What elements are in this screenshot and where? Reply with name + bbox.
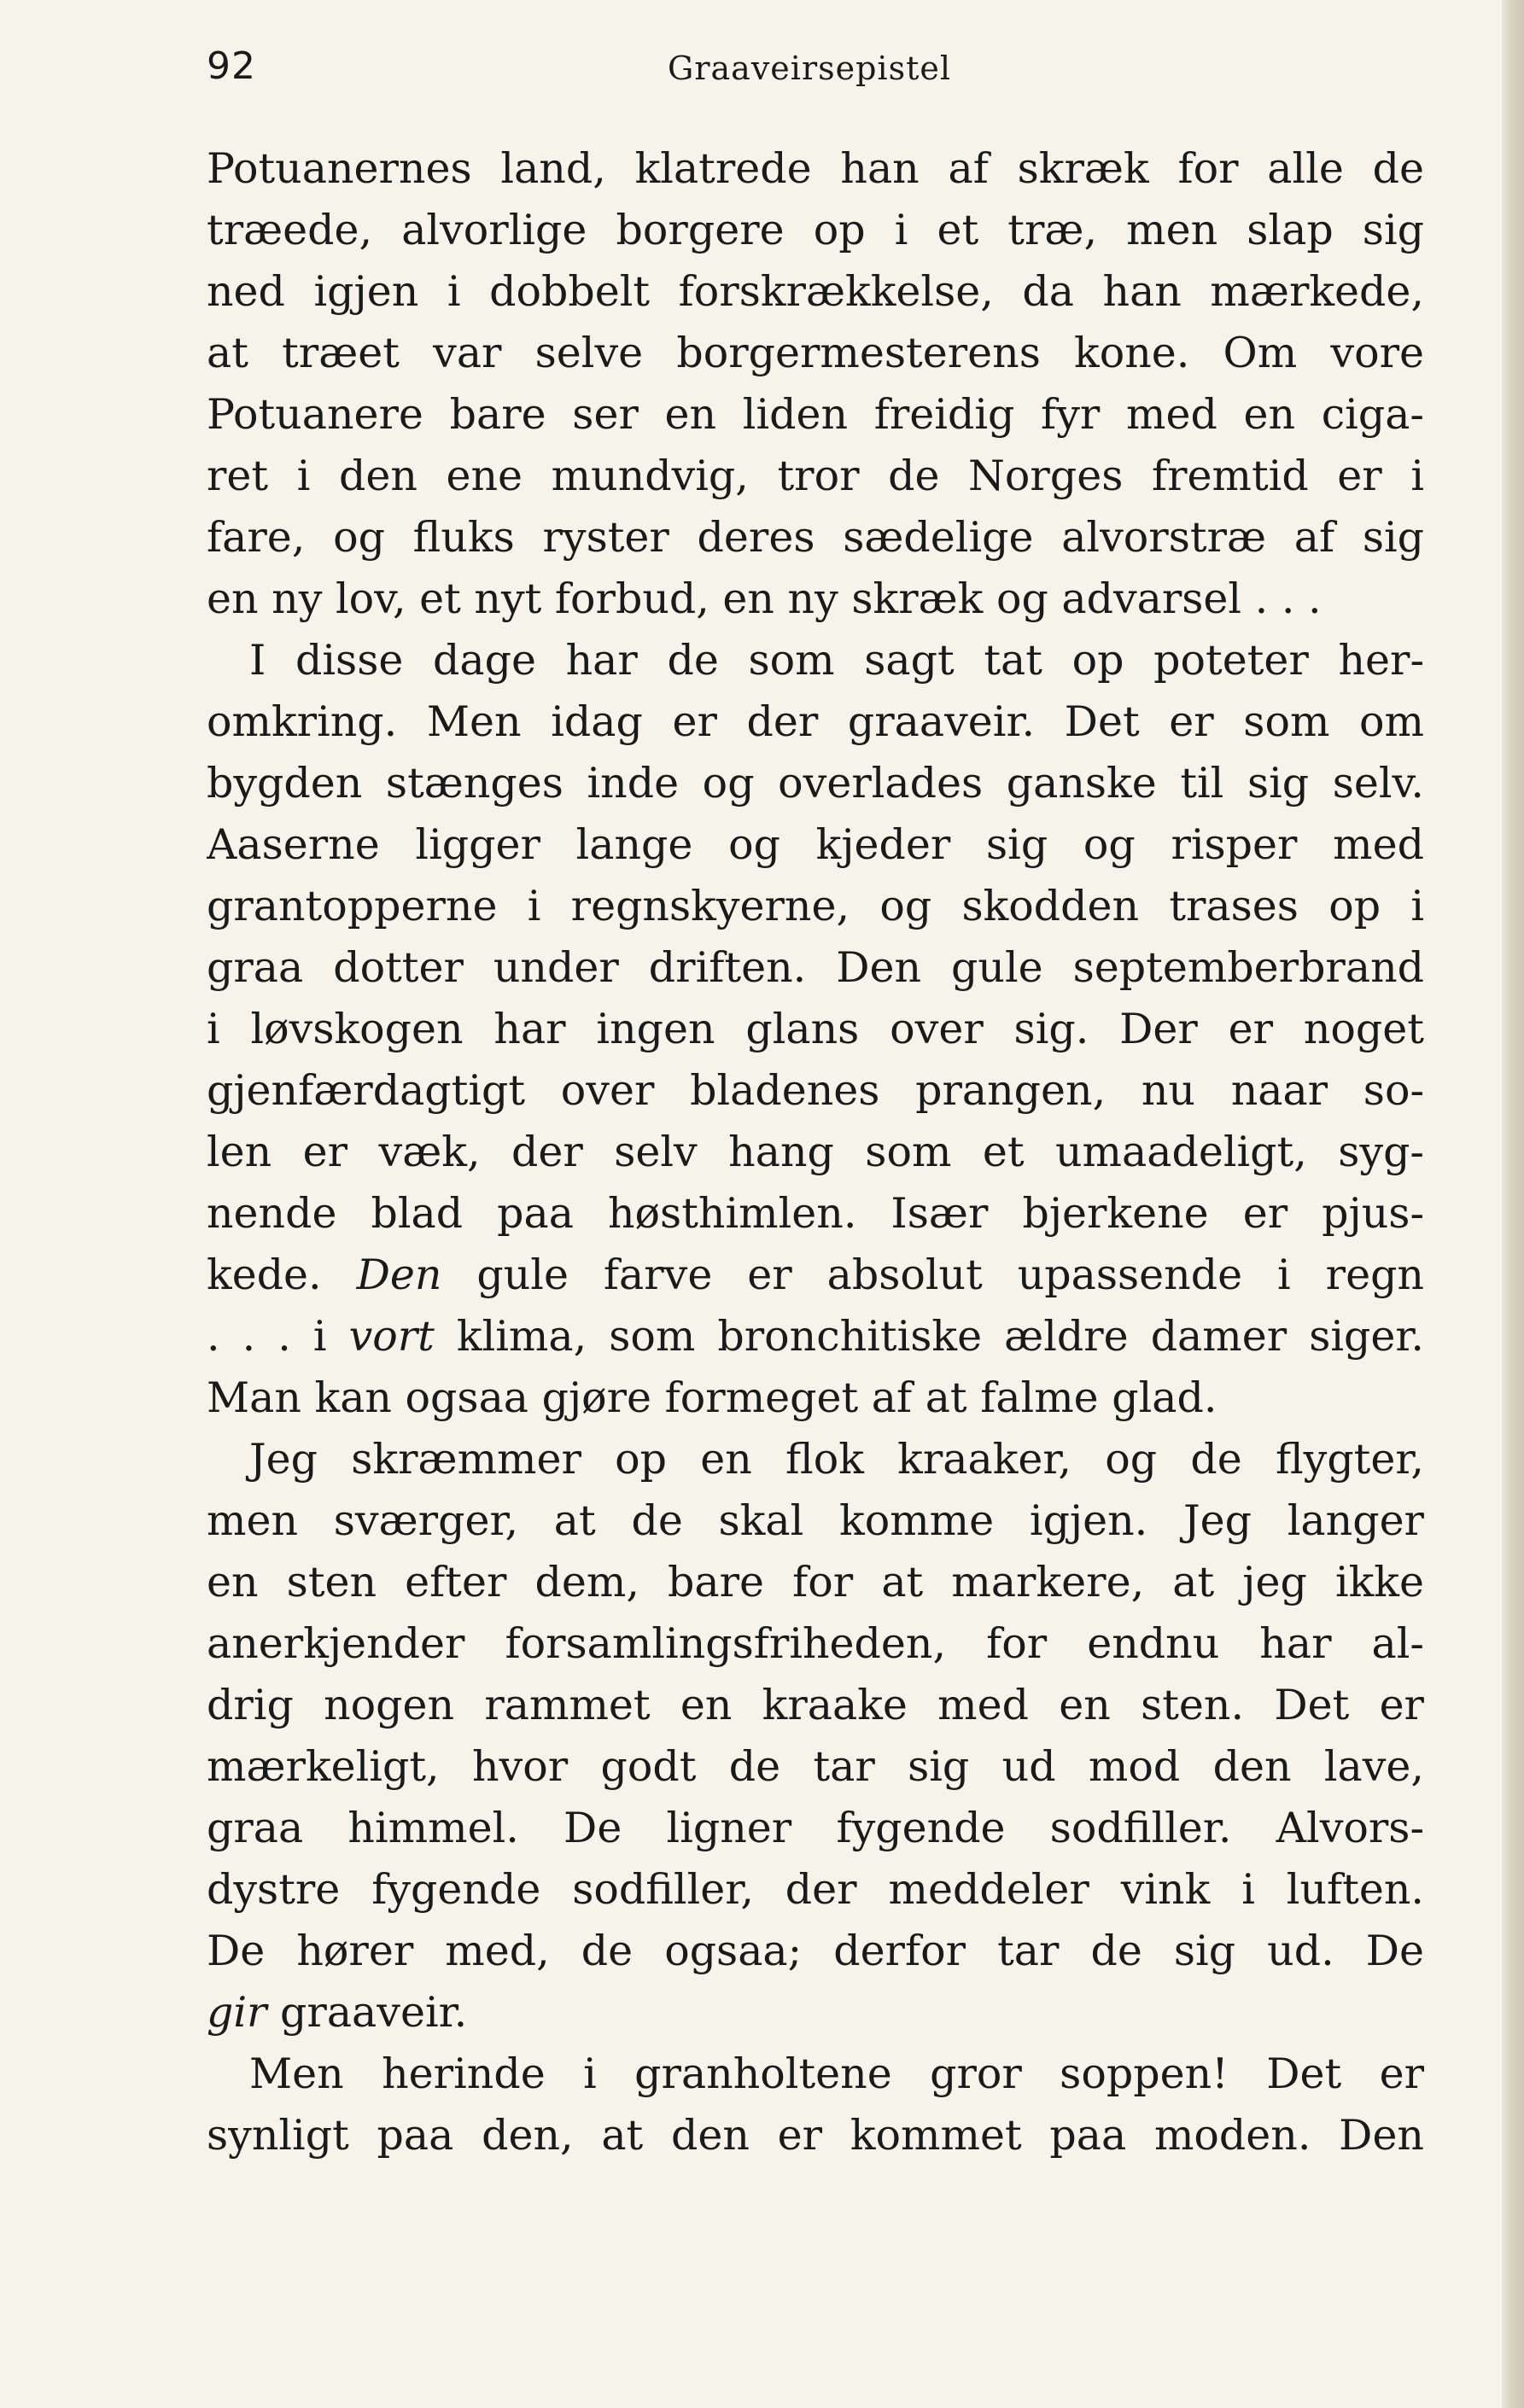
- text-line: fare, og fluks ryster deres sædelige alvorstræ af sig: [207, 513, 1424, 562]
- italic-emphasis: vort: [348, 1312, 435, 1361]
- text-line: dystre fygende sodfiller, der meddeler vink i luften.: [207, 1865, 1424, 1914]
- text-line: Men herinde i granholtene gror soppen! Det er: [249, 2049, 1424, 2098]
- text-line: en sten efter dem, bare for at markere, at jeg ikke: [207, 1558, 1424, 1606]
- page-number: 92: [207, 44, 256, 88]
- text-line: Aaserne ligger lange og kjeder sig og risper med: [207, 820, 1424, 869]
- text-line: gjenfærdagtigt over bladenes prangen, nu naar so-: [207, 1066, 1424, 1115]
- text-line: bygden stænges inde og overlades ganske til sig selv.: [207, 759, 1424, 808]
- text-segment: klima, som bronchitiske ældre damer siger.: [434, 1312, 1424, 1361]
- italic-emphasis: gir: [207, 1988, 267, 2037]
- body-text: [207, 138, 1424, 2166]
- page-header: [207, 41, 1424, 92]
- text-line: len er væk, der selv hang som et umaadeligt, syg-: [207, 1128, 1424, 1176]
- text-segment: . . . i: [207, 1312, 349, 1361]
- text-line: grantopperne i regnskyerne, og skodden trases op i: [207, 882, 1424, 930]
- text-line: De hører med, de ogsaa; derfor tar de sig ud. De: [207, 1927, 1424, 1975]
- text-line: træede, alvorlige borgere op i et træ, men slap sig: [207, 206, 1424, 254]
- text-line: i løvskogen har ingen glans over sig. Der er noget: [207, 1005, 1424, 1053]
- text-segment: kede.: [207, 1251, 357, 1299]
- text-line: Jeg skræmmer op en flok kraaker, og de flygter,: [249, 1435, 1424, 1484]
- text-line: en ny lov, et nyt forbud, en ny skræk og advarsel . . .: [207, 574, 1322, 623]
- text-line: Potuanere bare ser en liden freidig fyr med en ciga-: [207, 390, 1424, 439]
- text-line: anerkjender forsamlingsfriheden, for endnu har al-: [207, 1619, 1424, 1668]
- text-line: at træet var selve borgermesterens kone. Om vore: [207, 329, 1424, 377]
- text-line: [207, 1982, 1424, 2044]
- text-line: Potuanernes land, klatrede han af skræk for alle de: [207, 144, 1424, 193]
- text-line: nende blad paa høsthimlen. Især bjerkene er pjus-: [207, 1189, 1424, 1238]
- running-head: Graaveirsepistel: [668, 50, 951, 87]
- text-segment: gule farve er absolut upassende i regn: [441, 1251, 1424, 1299]
- text-line: [207, 1245, 1424, 1306]
- text-line: men sværger, at de skal komme igjen. Jeg langer: [207, 1496, 1424, 1545]
- text-line: ret i den ene mundvig, tror de Norges fremtid er i: [207, 452, 1424, 500]
- text-line: ned igjen i dobbelt forskrækkelse, da han mærkede,: [207, 267, 1424, 316]
- text-line: drig nogen rammet en kraake med en sten. Det er: [207, 1681, 1424, 1729]
- text-line: omkring. Men idag er der graaveir. Det er som om: [207, 697, 1424, 746]
- italic-emphasis: Den: [356, 1251, 442, 1299]
- text-line: [207, 1306, 1424, 1367]
- text-line: graa dotter under driften. Den gule septemberbrand: [207, 943, 1424, 992]
- page-edge: [1502, 0, 1524, 2408]
- text-segment: graaveir.: [266, 1988, 468, 2037]
- text-line: mærkeligt, hvor godt de tar sig ud mod den lave,: [207, 1742, 1424, 1791]
- text-line: synligt paa den, at den er kommet paa moden. Den: [207, 2111, 1424, 2160]
- text-line: graa himmel. De ligner fygende sodfiller. Alvors-: [207, 1804, 1424, 1852]
- text-line: Man kan ogsaa gjøre formeget af at falme glad.: [207, 1373, 1217, 1422]
- text-line: I disse dage har de som sagt tat op poteter her-: [249, 636, 1424, 685]
